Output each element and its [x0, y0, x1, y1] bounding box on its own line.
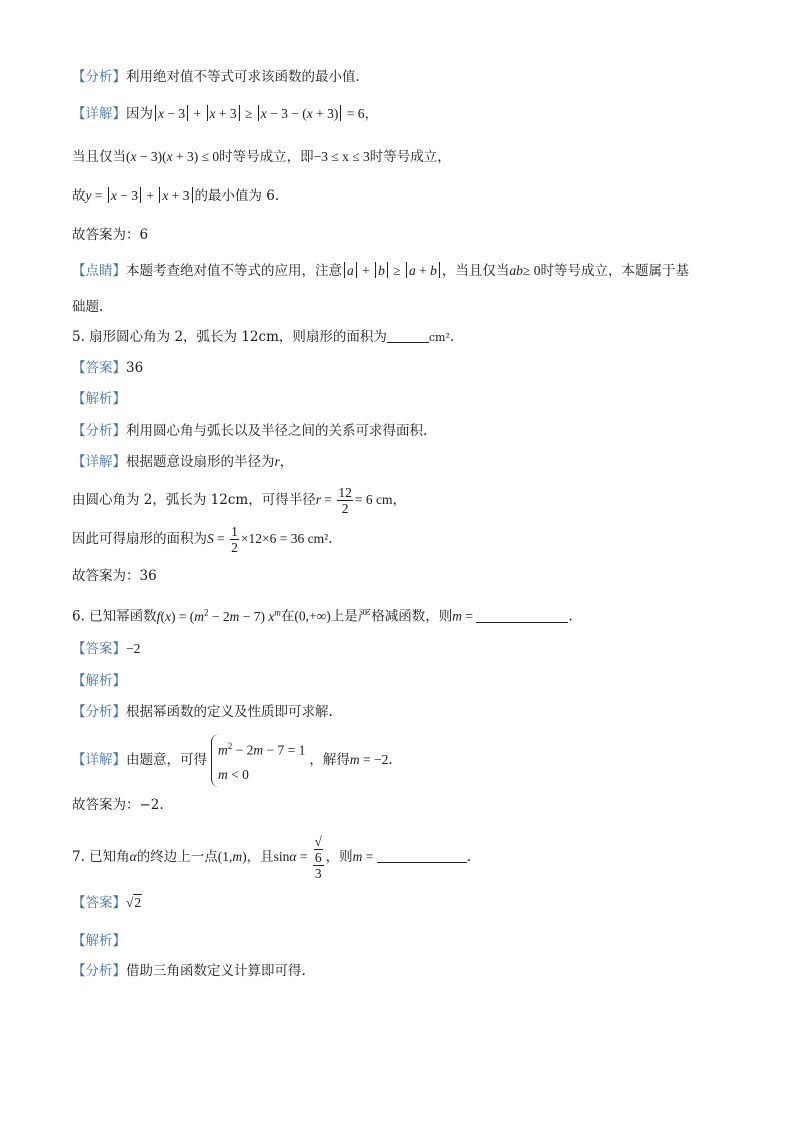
q5-answer-line: 故答案为：36 [72, 568, 157, 584]
p4-answer-line: 故答案为：6 [72, 227, 149, 243]
q6-answer [72, 640, 140, 658]
q5-detail: 【详解】根据题意设扇形的半径为r， [72, 454, 294, 470]
min-lead: 故 [72, 188, 86, 204]
q7-fraction: √ 6 3 [314, 834, 322, 881]
p4-detail-line [72, 105, 378, 123]
p4-min-line [72, 187, 279, 205]
note-tail: ≥ 0时等号成立，本题属于基 [522, 263, 689, 278]
radius-tail: = 6 cm， [354, 492, 406, 507]
area-fraction: $\frac{1}{2}$ [231, 524, 238, 555]
q6-stem: 6. 已知幂函数$f(x) = (m^2 - 2m - 7)$ $x^m$在(0,+∞)上是严格减函数，则m = . [72, 607, 573, 625]
analysis-tag: 【分析】 [72, 963, 126, 979]
answer-tag: 【答案】 [72, 895, 126, 911]
q7-answer [72, 894, 142, 912]
detail-tag: 【详解】 [72, 106, 126, 122]
detail-text: 由题意，可得 [126, 751, 207, 768]
analysis-text: 利用圆心角与弧长以及半径之间的关系可求得面积. [126, 423, 428, 439]
area-var: S [207, 531, 214, 546]
jiexi-tag: 【解析】 [72, 933, 126, 949]
q6-detail: 【详解】由题意，可得 $m^2 - 2m - 7 = 1$ m < 0 ，解得m = −2. [72, 734, 393, 787]
note-text: 本题考查绝对值不等式的应用，注意 [126, 263, 342, 279]
condition-product: (x − 3)(x + 3) [126, 149, 202, 164]
p4-note-wrap: 础题. [72, 299, 104, 315]
detail-mid: ，解得 [309, 751, 350, 768]
answer-value: −2 [126, 641, 141, 656]
note-tag: 【点睛】 [72, 263, 126, 279]
q7-stem-and: ，且 [246, 849, 274, 865]
area-lead: 因此可得扇形的面积为 [72, 531, 207, 547]
p4-note-line [72, 262, 689, 280]
q5-answer-blank [387, 328, 429, 343]
radius-var: r [315, 492, 321, 507]
detail-text: 根据题意设扇形的半径为 [126, 454, 275, 470]
q7-stem: 7. 已知角α的终边上一点(1,m)，且sinα = √ 6 3 ，则m = . [72, 834, 472, 881]
q6-interval: (0,+∞) [294, 608, 331, 624]
analysis-text: 利用绝对值不等式可求该函数的最小值. [126, 69, 360, 85]
power-function: $f(x) = (m^2 - 2m - 7)$ $x^m$ [156, 607, 281, 624]
answer-value: √2 [126, 895, 142, 910]
detail-eq: = 6， [346, 106, 379, 121]
q6-answer-blank [476, 608, 568, 623]
q5-jiexi [72, 390, 126, 408]
q7-sin: sinα = [273, 849, 311, 864]
note-ab: ab [509, 263, 523, 278]
alpha-symbol: α [129, 849, 137, 864]
answer-tag: 【答案】 [72, 360, 126, 376]
q5-analysis [72, 422, 427, 440]
q6-stem-tail: 上是严格减函数，则 [330, 608, 453, 625]
analysis-text: 根据幂函数的定义及性质即可求解. [126, 704, 333, 720]
q5-answer [72, 359, 143, 377]
q6-stem-mid: 在 [280, 608, 295, 625]
analysis-tag: 【分析】 [72, 423, 126, 439]
q7-point: (1,m) [217, 849, 247, 864]
q5-radius-line: 由圆心角为 2，弧长为 12cm，可得半径r = $\frac{12}{2}$ = 6 cm， [72, 485, 406, 516]
q7-stem-lead: 7. 已知角 [72, 849, 130, 865]
q6-stem-lead: 6. 已知幂函数 [72, 608, 157, 625]
analysis-tag: 【分析】 [72, 69, 126, 85]
condition-text: ≤ 0时等号成立，即−3 ≤ x ≤ 3时等号成立， [201, 149, 451, 164]
q5-unit: cm² [428, 331, 450, 344]
function-expr: y = x − 3 + x + 3 [86, 188, 195, 203]
radius-fraction: $\frac{12}{2}$ [338, 485, 352, 516]
abs-inequality: x − 3 + x + 3 ≥ x − 3 − (x + 3) [153, 106, 347, 121]
p4-condition-line [72, 148, 451, 166]
q7-stem-then: ，则 [325, 849, 353, 865]
q6-jiexi [72, 672, 126, 690]
min-tail: 的最小值为 6. [194, 188, 280, 204]
p4-analysis-line [72, 68, 360, 86]
q5-area-line: 因此可得扇形的面积为S = $\frac{1}{2}$ ×12×6 = 36 cm². [72, 524, 333, 555]
q5-stem: 5. 扇形圆心角为 2，弧长为 12cm，则扇形的面积为 cm². [72, 329, 455, 345]
radius-lead: 由圆心角为 2，弧长为 12cm，可得半径 [72, 492, 316, 508]
q7-stem-mid: 的终边上一点 [136, 849, 218, 865]
q6-analysis [72, 703, 333, 721]
detail-lead: 因为 [126, 106, 153, 122]
area-tail: ×12×6 = 36 cm² [240, 531, 329, 546]
q7-jiexi [72, 932, 126, 950]
analysis-text: 借助三角函数定义计算即可得. [126, 963, 306, 979]
q7-answer-blank [377, 848, 467, 863]
radius-symbol: r [274, 454, 280, 469]
q6-answer-line: 故答案为：−2. [72, 797, 164, 813]
equation-system: $m^2 - 2m - 7 = 1$ m < 0 [211, 734, 305, 787]
jiexi-tag: 【解析】 [72, 673, 126, 689]
detail-tag: 【详解】 [72, 454, 126, 470]
q7-analysis [72, 962, 306, 980]
jiexi-tag: 【解析】 [72, 391, 126, 407]
condition-lead: 当且仅当 [72, 149, 126, 165]
note-inequality: a + b ≥ a + b [342, 263, 442, 278]
answer-value: 36 [126, 360, 144, 376]
answer-tag: 【答案】 [72, 641, 126, 657]
note-mid: ，当且仅当 [441, 263, 510, 279]
detail-tag: 【详解】 [72, 751, 126, 768]
q5-stem-text: 5. 扇形圆心角为 2，弧长为 12cm，则扇形的面积为 [72, 329, 387, 345]
analysis-tag: 【分析】 [72, 704, 126, 720]
